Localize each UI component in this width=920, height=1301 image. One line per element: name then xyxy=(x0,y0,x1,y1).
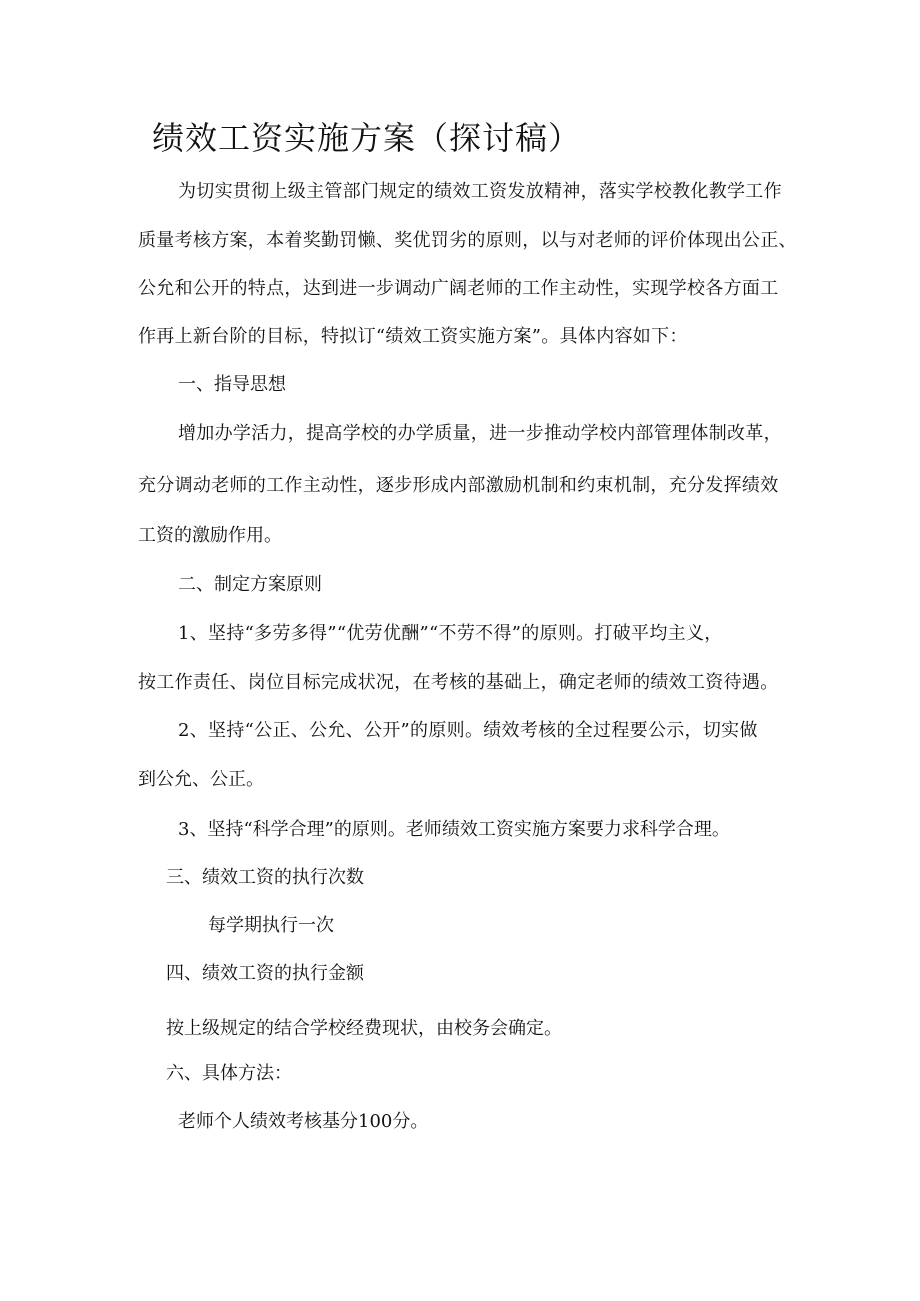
intro-line-3: 公允和公开的特点，达到进一步调动广阔老师的工作主动性，实现学校各方面工 xyxy=(138,278,779,299)
section-1-line-3: 工资的激励作用。 xyxy=(138,525,282,546)
document-title: 绩效工资实施方案（探讨稿） xyxy=(152,119,582,157)
section-1-line-1: 增加办学活力，提高学校的办学质量，进一步推动学校内部管理体制改革， xyxy=(178,423,782,444)
section-2-heading: 二、制定方案原则 xyxy=(178,574,322,595)
section-3-text: 每学期执行一次 xyxy=(208,915,334,936)
intro-line-2: 质量考核方案，本着奖勤罚懒、奖优罚劣的原则，以与对老师的评价体现出公正、 xyxy=(138,230,797,251)
section-6-heading: 六、具体方法： xyxy=(166,1063,292,1084)
principle-3: 3、坚持“科学合理”的原则。老师绩效工资实施方案要力求科学合理。 xyxy=(178,819,730,840)
principle-1-line-2: 按工作责任、岗位目标完成状况，在考核的基础上，确定老师的绩效工资待遇。 xyxy=(138,672,779,693)
section-3-heading: 三、绩效工资的执行次数 xyxy=(166,867,364,888)
section-6-text: 老师个人绩效考核基分100分。 xyxy=(178,1111,429,1132)
intro-line-1: 为切实贯彻上级主管部门规定的绩效工资发放精神，落实学校教化教学工作 xyxy=(178,181,782,202)
principle-2-line-1: 2、坚持“公正、公允、公开”的原则。绩效考核的全过程要公示，切实做 xyxy=(178,720,758,741)
principle-1-line-1: 1、坚持“多劳多得”“优劳优酬”“不劳不得”的原则。打破平均主义， xyxy=(178,623,723,644)
section-4-heading: 四、绩效工资的执行金额 xyxy=(166,963,364,984)
section-4-text: 按上级规定的结合学校经费现状，由校务会确定。 xyxy=(166,1018,562,1039)
principle-2-line-2: 到公允、公正。 xyxy=(138,769,264,790)
section-1-line-2: 充分调动老师的工作主动性，逐步形成内部激励机制和约束机制，充分发挥绩效 xyxy=(138,475,779,496)
intro-line-4: 作再上新台阶的目标，特拟订“绩效工资实施方案”。具体内容如下： xyxy=(138,326,688,347)
section-1-heading: 一、指导思想 xyxy=(178,374,286,395)
